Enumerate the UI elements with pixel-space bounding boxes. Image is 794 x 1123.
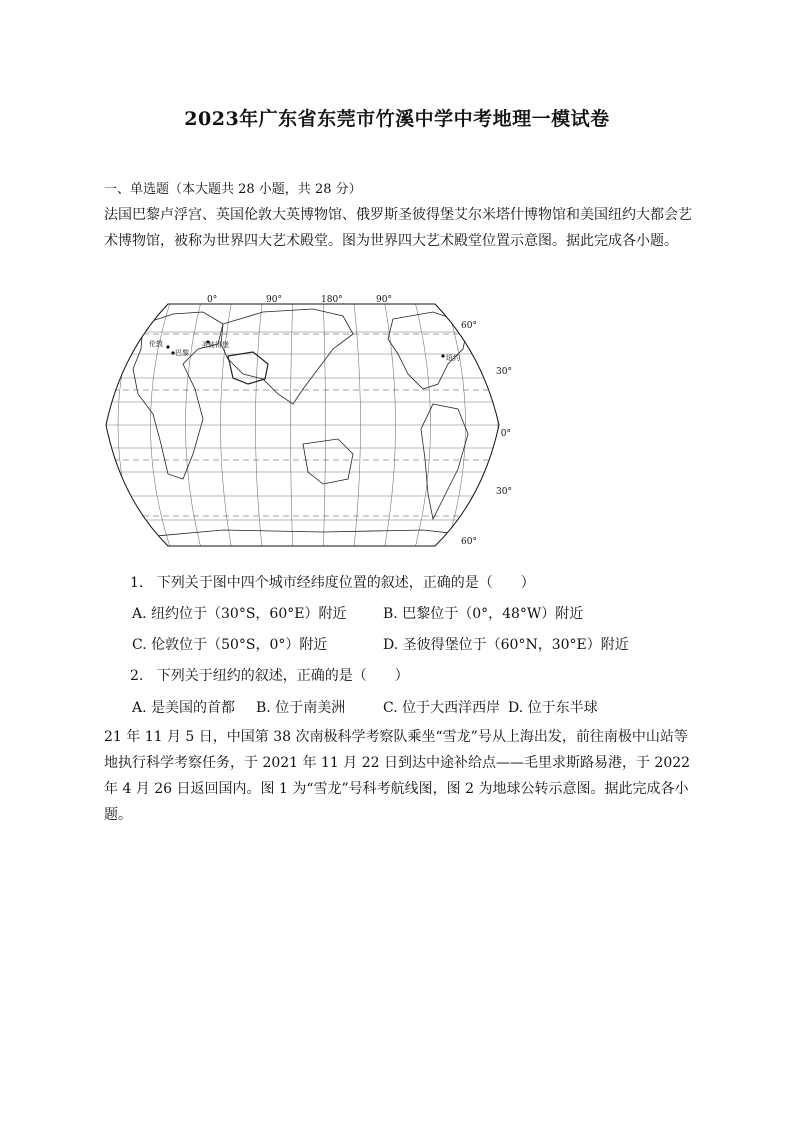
question-1-number: 1. [130,575,144,591]
question-2-number: 2. [130,668,144,684]
q2-option-c[interactable]: C. 位于大西洋西岸 [383,700,501,716]
map-label-lat-30n: 30° [496,367,512,377]
q2-option-d[interactable]: D. 位于东半球 [508,700,598,716]
map-label-lon-90e: 90° [266,295,282,305]
map-label-lat-0: 0° [500,429,511,439]
map-city-london: 伦敦 [149,340,163,348]
page-title: 2023年广东省东莞市竹溪中学中考地理一模试卷 [184,108,610,130]
section-heading: 一、单选题（本大题共 28 小题，共 28 分） [104,182,362,197]
map-label-lon-0: 0° [207,295,218,305]
q1-option-a[interactable]: A. 纽约位于（30°S，60°E）附近 [132,606,347,622]
map-city-paris: 巴黎 [175,349,189,357]
q1-option-c[interactable]: C. 伦敦位于（50°S，0°）附近 [132,637,328,653]
map-label-lat-60s: 60° [461,537,477,547]
question-1 [130,572,535,592]
q1-option-b[interactable]: B. 巴黎位于（0°，48°W）附近 [383,606,584,622]
question-2-text: 下列关于纽约的叙述，正确的是（ ） [156,668,409,684]
map-city-st-petersburg: 圣彼得堡 [201,341,229,349]
world-map-figure [103,294,513,556]
q1-option-d[interactable]: D. 圣彼得堡位于（60°N，30°E）附近 [383,637,629,653]
map-label-lat-30s: 30° [496,487,512,497]
question-1-text: 下列关于图中四个城市经纬度位置的叙述，正确的是（ ） [156,575,535,591]
q2-option-a[interactable]: A. 是美国的首都 [132,700,236,716]
intro-paragraph: 法国巴黎卢浮宫、英国伦敦大英博物馆、俄罗斯圣彼得堡艾尔米塔什博物馆和美国纽约大都会艺术博物馆，被称为世界四大艺术殿堂。图为世界四大艺术殿堂位置示意图。据此完成各小题。 [104,207,692,249]
second-paragraph: 21 年 11 月 5 日，中国第 38 次南极科学考察队乘坐“雪龙”号从上海出发，前往南极中山站等地执行科学考察任务，于 2021 年 11 月 22 日到达中途补给点——毛里求斯路易港，于 2022 年 4 月 26 日返回国内。图 1 为“雪龙”号科考航线图，图 2 为地球公转示意图。据此完成各小题。 [104,729,691,823]
map-label-lon-90w: 90° [376,295,392,305]
map-label-lat-60n: 60° [461,321,477,331]
question-2 [130,665,409,685]
map-label-lon-180: 180° [321,295,343,305]
q2-option-b[interactable]: B. 位于南美洲 [256,700,346,716]
map-city-new-york: 纽约 [446,354,460,362]
